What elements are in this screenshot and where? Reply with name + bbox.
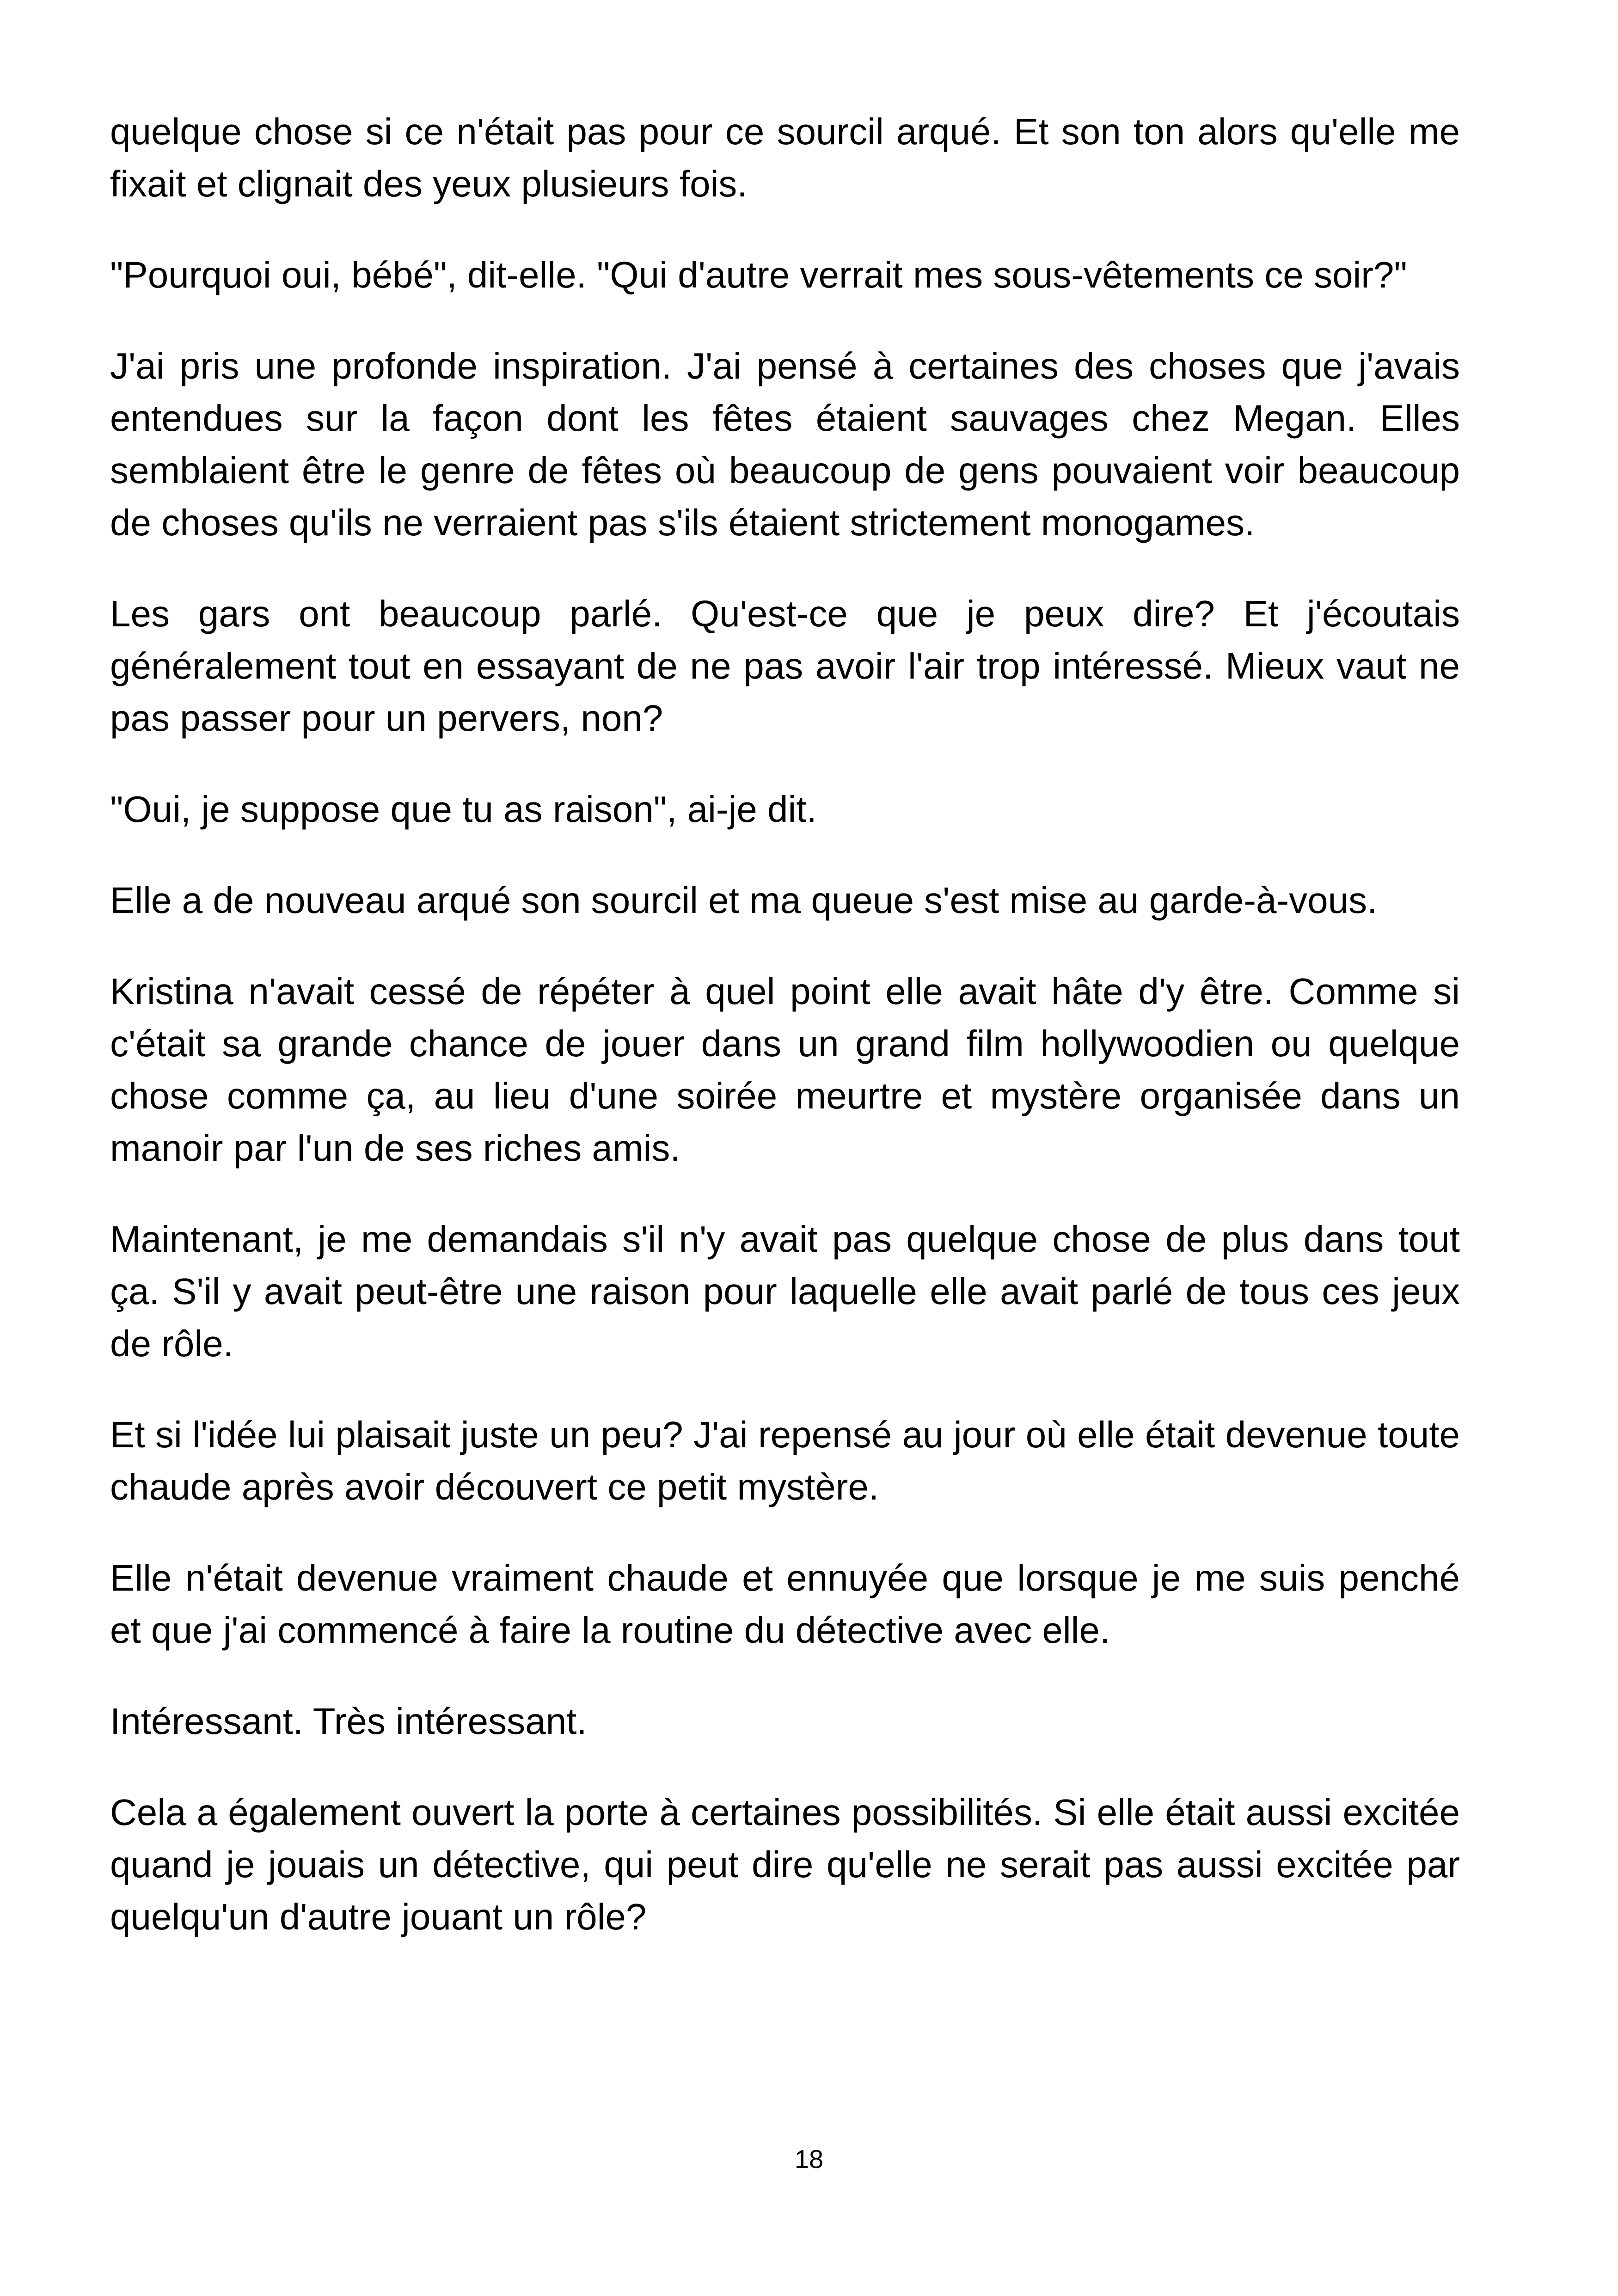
body-text xyxy=(110,105,1460,1982)
paragraph: J'ai pris une profonde inspiration. J'ai pensé à certaines des choses que j'avais entendues sur la façon dont les fêtes étaient sauvages chez Megan. Elles semblaient être le genre de fêtes où beaucoup de gens pouvaient voir beaucoup de choses qu'ils ne verraient pas s'ils étaient strictement monogames. xyxy=(110,345,1460,543)
paragraph: Maintenant, je me demandais s'il n'y avait pas quelque chose de plus dans tout ça. S'il y avait peut-être une raison pour laquelle elle avait parlé de tous ces jeux de rôle. xyxy=(110,1218,1460,1364)
paragraph: Les gars ont beaucoup parlé. Qu'est-ce que je peux dire? Et j'écoutais généralement tout en essayant de ne pas avoir l'air trop intéressé. Mieux vaut ne pas passer pour un pervers, non? xyxy=(110,593,1460,739)
paragraph: Et si l'idée lui plaisait juste un peu? J'ai repensé au jour où elle était devenue toute chaude après avoir découvert ce petit mystère. xyxy=(110,1414,1460,1507)
paragraph: Elle a de nouveau arqué son sourcil et ma queue s'est mise au garde-à-vous. xyxy=(110,880,1378,921)
paragraph: "Pourquoi oui, bébé", dit-elle. "Qui d'autre verrait mes sous-vêtements ce soir?" xyxy=(110,254,1407,295)
paragraph: quelque chose si ce n'était pas pour ce sourcil arqué. Et son ton alors qu'elle me fixait et clignait des yeux plusieurs fois. xyxy=(110,111,1460,204)
paragraph: Cela a également ouvert la porte à certaines possibilités. Si elle était aussi excitée quand je jouais un détective, qui peut dire qu'elle ne serait pas aussi excitée par quelqu'un d'autre jouant un rôle? xyxy=(110,1792,1460,1937)
paragraph: Elle n'était devenue vraiment chaude et ennuyée que lorsque je me suis penché et que j'ai commencé à faire la routine du détective avec elle. xyxy=(110,1557,1460,1651)
paragraph: Intéressant. Très intéressant. xyxy=(110,1701,587,1742)
paragraph: Kristina n'avait cessé de répéter à quel point elle avait hâte d'y être. Comme si c'était sa grande chance de jouer dans un grand film hollywoodien ou quelque chose comme ça, au lieu d'une soirée meurtre et mystère organisée dans un manoir par l'un de ses riches amis. xyxy=(110,971,1460,1169)
paragraph: "Oui, je suppose que tu as raison", ai-je dit. xyxy=(110,789,817,830)
page-number: 18 xyxy=(794,2144,824,2174)
